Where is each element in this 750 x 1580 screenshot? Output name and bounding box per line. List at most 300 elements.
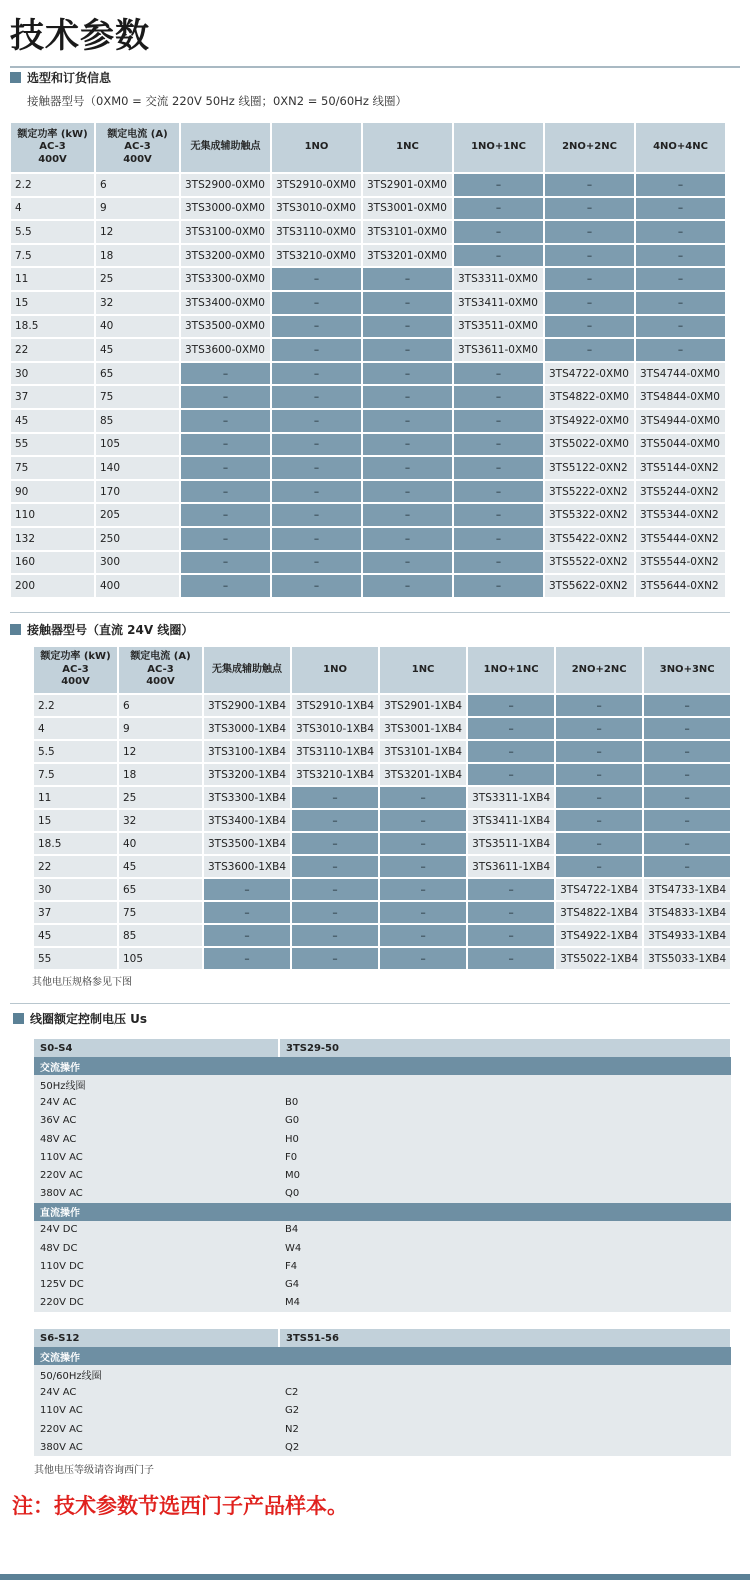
voltage-label: S0-S4 — [34, 1039, 279, 1057]
order-number-cell: – — [380, 787, 466, 808]
table-row — [11, 575, 725, 597]
order-number-cell: 3TS4833-1XB4 — [644, 902, 730, 923]
voltage-label: 48V DC — [34, 1239, 279, 1257]
table-row — [11, 198, 725, 220]
rating-cell: 6 — [96, 174, 179, 196]
order-number-cell: – — [181, 528, 270, 550]
column-header: 2NO+2NC — [556, 647, 642, 693]
voltage-row — [34, 1130, 731, 1148]
column-header: 2NO+2NC — [545, 123, 634, 172]
rating-cell: 45 — [119, 856, 202, 877]
order-number-cell: – — [468, 879, 554, 900]
rating-cell: 65 — [119, 879, 202, 900]
voltage-row — [34, 1275, 731, 1293]
table-row — [11, 316, 725, 338]
voltage-code: C2 — [279, 1384, 731, 1402]
order-number-cell: – — [545, 268, 634, 290]
voltage-row — [34, 1257, 731, 1275]
voltage-label: 110V AC — [34, 1148, 279, 1166]
rating-cell: 12 — [96, 221, 179, 243]
voltage-row — [34, 1148, 731, 1166]
column-header: 额定功率 (kW) AC-3 400V — [34, 647, 117, 693]
order-number-cell: 3TS5644-0XN2 — [636, 575, 725, 597]
column-header: 1NC — [380, 647, 466, 693]
voltage-row — [34, 1112, 731, 1130]
order-number-cell: 3TS3201-1XB4 — [380, 764, 466, 785]
voltage-code: H0 — [279, 1130, 731, 1148]
voltage-label: 110V AC — [34, 1402, 279, 1420]
voltage-row — [34, 1402, 731, 1420]
order-number-cell: 3TS5044-0XM0 — [636, 434, 725, 456]
order-number-cell: 3TS3600-1XB4 — [204, 856, 290, 877]
order-number-cell: 3TS3100-1XB4 — [204, 741, 290, 762]
order-number-cell: 3TS3511-1XB4 — [468, 833, 554, 854]
order-number-cell: – — [204, 879, 290, 900]
order-number-cell: – — [636, 316, 725, 338]
voltage-code — [279, 1075, 731, 1093]
order-number-cell: 3TS3611-1XB4 — [468, 856, 554, 877]
voltage-code — [279, 1057, 731, 1075]
voltage-label: 交流操作 — [34, 1347, 279, 1365]
order-number-cell: – — [292, 879, 378, 900]
rating-cell: 200 — [11, 575, 94, 597]
order-number-cell: – — [636, 174, 725, 196]
rating-cell: 90 — [11, 481, 94, 503]
order-number-cell: 3TS2900-0XM0 — [181, 174, 270, 196]
rating-cell: 18.5 — [11, 316, 94, 338]
table-row — [11, 221, 725, 243]
rating-cell: 6 — [119, 695, 202, 716]
voltage-label: 110V DC — [34, 1257, 279, 1275]
order-number-cell: – — [545, 174, 634, 196]
order-number-cell: 3TS2900-1XB4 — [204, 695, 290, 716]
voltage-row — [34, 1239, 731, 1257]
order-number-cell: 3TS5444-0XN2 — [636, 528, 725, 550]
order-number-cell: – — [556, 833, 642, 854]
voltage-label: 380V AC — [34, 1438, 279, 1456]
column-header: 3NO+3NC — [644, 647, 730, 693]
order-number-cell: – — [292, 833, 378, 854]
table-row — [34, 741, 730, 762]
voltage-header-row — [34, 1329, 731, 1347]
rating-cell: 250 — [96, 528, 179, 550]
order-number-cell: 3TS3010-0XM0 — [272, 198, 361, 220]
table-row — [11, 292, 725, 314]
rating-cell: 12 — [119, 741, 202, 762]
order-number-cell: – — [468, 695, 554, 716]
rating-cell: 40 — [96, 316, 179, 338]
order-number-cell: – — [454, 457, 543, 479]
column-header: 1NO — [272, 123, 361, 172]
voltage-label: 36V AC — [34, 1112, 279, 1130]
order-number-cell: – — [292, 856, 378, 877]
page-title: 技术参数 — [10, 16, 150, 56]
table-row — [34, 879, 730, 900]
rating-cell: 160 — [11, 552, 94, 574]
section-heading-text: 线圈额定控制电压 Us — [30, 1012, 148, 1026]
order-number-cell: – — [272, 363, 361, 385]
rating-cell: 37 — [11, 386, 94, 408]
order-number-cell: – — [272, 552, 361, 574]
rating-cell: 4 — [34, 718, 117, 739]
section-marker-icon — [13, 1013, 24, 1024]
order-number-cell: 3TS3100-0XM0 — [181, 221, 270, 243]
order-number-cell: 3TS5322-0XN2 — [545, 504, 634, 526]
order-number-cell: – — [181, 410, 270, 432]
table-row — [34, 925, 730, 946]
order-number-cell: 3TS5222-0XN2 — [545, 481, 634, 503]
order-number-cell: 3TS5544-0XN2 — [636, 552, 725, 574]
order-number-cell: 3TS5522-0XN2 — [545, 552, 634, 574]
voltage-code: G2 — [279, 1402, 731, 1420]
voltage-group-row — [34, 1057, 731, 1075]
rating-cell: 30 — [11, 363, 94, 385]
order-number-cell: 3TS4844-0XM0 — [636, 386, 725, 408]
order-number-cell: – — [454, 481, 543, 503]
rating-cell: 140 — [96, 457, 179, 479]
rating-cell: 65 — [96, 363, 179, 385]
table-row — [34, 902, 730, 923]
rating-cell: 40 — [119, 833, 202, 854]
table-row — [11, 528, 725, 550]
rating-cell: 9 — [96, 198, 179, 220]
order-number-cell: 3TS3300-0XM0 — [181, 268, 270, 290]
order-number-cell: 3TS3311-1XB4 — [468, 787, 554, 808]
section-heading-text: 选型和订货信息 — [27, 71, 112, 85]
order-number-cell: – — [644, 741, 730, 762]
voltage-code: F4 — [279, 1257, 731, 1275]
table-row — [11, 410, 725, 432]
order-number-cell: 3TS4822-1XB4 — [556, 902, 642, 923]
voltage-code: M4 — [279, 1294, 731, 1312]
rating-cell: 5.5 — [34, 741, 117, 762]
rating-cell: 105 — [96, 434, 179, 456]
rating-cell: 300 — [96, 552, 179, 574]
table-row — [34, 764, 730, 785]
rating-cell: 2.2 — [11, 174, 94, 196]
column-header: 无集成辅助触点 — [204, 647, 290, 693]
order-number-cell: – — [454, 174, 543, 196]
rating-cell: 7.5 — [11, 245, 94, 267]
rating-cell: 55 — [34, 948, 117, 969]
order-number-cell: 3TS3010-1XB4 — [292, 718, 378, 739]
order-number-cell: – — [292, 787, 378, 808]
rating-cell: 25 — [96, 268, 179, 290]
voltage-label: 50Hz线圈 — [34, 1075, 279, 1093]
order-number-cell: – — [380, 856, 466, 877]
rating-cell: 37 — [34, 902, 117, 923]
order-number-cell: 3TS3500-0XM0 — [181, 316, 270, 338]
voltage-code — [279, 1203, 731, 1221]
order-number-cell: 3TS2910-0XM0 — [272, 174, 361, 196]
order-number-cell: – — [363, 504, 452, 526]
order-number-cell: – — [454, 386, 543, 408]
order-number-cell: – — [363, 434, 452, 456]
column-header: 1NO+1NC — [468, 647, 554, 693]
order-number-cell: 3TS4722-0XM0 — [545, 363, 634, 385]
order-number-cell: – — [292, 948, 378, 969]
rating-cell: 5.5 — [11, 221, 94, 243]
order-number-cell: – — [204, 902, 290, 923]
order-number-cell: – — [363, 339, 452, 361]
order-number-cell: – — [292, 810, 378, 831]
voltage-row — [34, 1438, 731, 1456]
order-number-cell: – — [380, 948, 466, 969]
order-number-cell: – — [181, 457, 270, 479]
order-number-cell: – — [181, 481, 270, 503]
order-number-cell: 3TS5422-0XN2 — [545, 528, 634, 550]
voltage-header-row — [34, 1039, 731, 1057]
rating-cell: 25 — [119, 787, 202, 808]
voltage-code: Q2 — [279, 1438, 731, 1456]
order-number-cell: – — [454, 245, 543, 267]
order-number-cell: – — [556, 764, 642, 785]
order-number-cell: – — [636, 245, 725, 267]
order-number-cell: 3TS5344-0XN2 — [636, 504, 725, 526]
order-number-cell: 3TS5622-0XN2 — [545, 575, 634, 597]
order-number-cell: 3TS5022-0XM0 — [545, 434, 634, 456]
voltage-row — [34, 1384, 731, 1402]
order-number-cell: 3TS3311-0XM0 — [454, 268, 543, 290]
voltage-row — [34, 1075, 731, 1093]
order-number-cell: – — [545, 292, 634, 314]
order-number-cell: – — [363, 268, 452, 290]
table-row — [11, 434, 725, 456]
rating-cell: 85 — [96, 410, 179, 432]
order-number-cell: 3TS5144-0XN2 — [636, 457, 725, 479]
table-row — [11, 504, 725, 526]
rating-cell: 75 — [96, 386, 179, 408]
section-heading-ordering — [10, 69, 111, 86]
order-number-cell: – — [363, 386, 452, 408]
order-number-cell: 3TS2910-1XB4 — [292, 695, 378, 716]
order-number-cell: 3TS5122-0XN2 — [545, 457, 634, 479]
order-number-cell: – — [272, 481, 361, 503]
order-number-cell: 3TS3000-1XB4 — [204, 718, 290, 739]
table-row — [34, 856, 730, 877]
order-number-cell: 3TS4922-0XM0 — [545, 410, 634, 432]
rating-cell: 22 — [34, 856, 117, 877]
order-number-cell: – — [556, 718, 642, 739]
rating-cell: 30 — [34, 879, 117, 900]
order-number-cell: 3TS3201-0XM0 — [363, 245, 452, 267]
order-number-cell: – — [363, 552, 452, 574]
column-header: 1NC — [363, 123, 452, 172]
column-header: 额定电流 (A) AC-3 400V — [96, 123, 179, 172]
voltage-label: 125V DC — [34, 1275, 279, 1293]
rating-cell: 32 — [119, 810, 202, 831]
coil-voltage-table-s0-s4 — [34, 1039, 732, 1312]
voltage-code: F0 — [279, 1148, 731, 1166]
column-header: 4NO+4NC — [636, 123, 725, 172]
order-number-cell: 3TS3210-0XM0 — [272, 245, 361, 267]
order-number-cell: 3TS3400-1XB4 — [204, 810, 290, 831]
order-number-cell: 3TS5244-0XN2 — [636, 481, 725, 503]
order-number-cell: – — [204, 925, 290, 946]
rating-cell: 18.5 — [34, 833, 117, 854]
section-marker-icon — [10, 72, 21, 83]
voltage-code: B0 — [279, 1094, 731, 1112]
order-number-cell: – — [272, 339, 361, 361]
voltage-label: 直流操作 — [34, 1203, 279, 1221]
voltage-label: 220V AC — [34, 1420, 279, 1438]
order-number-cell: 3TS3001-0XM0 — [363, 198, 452, 220]
column-header: 额定功率 (kW) AC-3 400V — [11, 123, 94, 172]
voltage-code — [279, 1347, 731, 1365]
rating-cell: 85 — [119, 925, 202, 946]
voltage-row — [34, 1365, 731, 1383]
order-number-cell: 3TS5022-1XB4 — [556, 948, 642, 969]
voltage-code: G4 — [279, 1275, 731, 1293]
voltage-code: W4 — [279, 1239, 731, 1257]
rating-cell: 400 — [96, 575, 179, 597]
rating-cell: 45 — [11, 410, 94, 432]
order-number-cell: – — [556, 810, 642, 831]
order-number-cell: – — [272, 575, 361, 597]
order-number-cell: 3TS3411-0XM0 — [454, 292, 543, 314]
rating-cell: 15 — [34, 810, 117, 831]
rating-cell: 15 — [11, 292, 94, 314]
voltage-code: N2 — [279, 1420, 731, 1438]
table-row — [34, 833, 730, 854]
section-marker-icon — [10, 624, 21, 635]
order-number-cell: – — [380, 810, 466, 831]
table-row — [11, 174, 725, 196]
order-number-cell: – — [181, 575, 270, 597]
order-number-cell: – — [272, 316, 361, 338]
order-number-cell: – — [292, 925, 378, 946]
order-number-cell: – — [363, 528, 452, 550]
rating-cell: 105 — [119, 948, 202, 969]
voltage-code: B4 — [279, 1221, 731, 1239]
order-number-cell: – — [363, 316, 452, 338]
order-number-cell: – — [644, 695, 730, 716]
order-number-cell: – — [272, 386, 361, 408]
order-number-cell: 3TS3200-1XB4 — [204, 764, 290, 785]
section-heading-text: 接触器型号（直流 24V 线圈） — [27, 623, 194, 637]
rating-cell: 18 — [96, 245, 179, 267]
column-header: 无集成辅助触点 — [181, 123, 270, 172]
order-number-cell: – — [636, 292, 725, 314]
voltage-group-row — [34, 1347, 731, 1365]
voltage-label: 24V AC — [34, 1384, 279, 1402]
order-number-cell: 3TS3101-0XM0 — [363, 221, 452, 243]
order-number-cell: – — [545, 245, 634, 267]
order-number-cell: – — [468, 925, 554, 946]
order-number-cell: – — [644, 718, 730, 739]
voltage-row — [34, 1294, 731, 1312]
column-header: 1NO — [292, 647, 378, 693]
rating-cell: 45 — [96, 339, 179, 361]
order-number-cell: – — [454, 575, 543, 597]
order-number-cell: 3TS3110-1XB4 — [292, 741, 378, 762]
table-row — [34, 948, 730, 969]
voltage-label: 24V AC — [34, 1094, 279, 1112]
order-number-cell: 3TS4733-1XB4 — [644, 879, 730, 900]
order-number-cell: – — [556, 741, 642, 762]
rating-cell: 170 — [96, 481, 179, 503]
order-number-cell: – — [363, 481, 452, 503]
order-number-cell: 3TS4722-1XB4 — [556, 879, 642, 900]
voltage-row — [34, 1185, 731, 1203]
order-number-cell: – — [545, 221, 634, 243]
order-number-cell: – — [468, 764, 554, 785]
table-row — [34, 718, 730, 739]
order-number-cell: 3TS3400-0XM0 — [181, 292, 270, 314]
order-number-cell: 3TS3001-1XB4 — [380, 718, 466, 739]
order-number-cell: – — [636, 268, 725, 290]
order-number-cell: – — [380, 925, 466, 946]
dc-contactor-table — [32, 645, 732, 971]
order-number-cell: 3TS3611-0XM0 — [454, 339, 543, 361]
order-number-cell: – — [363, 363, 452, 385]
order-number-cell: – — [556, 856, 642, 877]
order-number-cell: 3TS3300-1XB4 — [204, 787, 290, 808]
order-number-cell: – — [181, 552, 270, 574]
order-number-cell: 3TS3500-1XB4 — [204, 833, 290, 854]
rating-cell: 32 — [96, 292, 179, 314]
voltage-row — [34, 1420, 731, 1438]
order-number-cell: – — [644, 787, 730, 808]
voltage-row — [34, 1094, 731, 1112]
table-row — [11, 386, 725, 408]
voltage-code: M0 — [279, 1166, 731, 1184]
order-number-cell: – — [468, 948, 554, 969]
order-number-cell: – — [272, 434, 361, 456]
ac-contactor-table — [9, 121, 727, 599]
order-number-cell: – — [468, 718, 554, 739]
order-number-cell: – — [454, 198, 543, 220]
table-row — [34, 695, 730, 716]
other-voltage-note: 其他电压规格参见下图 — [32, 977, 132, 988]
order-number-cell: 3TS3210-1XB4 — [292, 764, 378, 785]
voltage-code: 3TS29-50 — [279, 1039, 731, 1057]
other-voltage-consult-note: 其他电压等级请咨询西门子 — [34, 1465, 154, 1476]
table-row — [11, 363, 725, 385]
rating-cell: 7.5 — [34, 764, 117, 785]
table-row — [11, 339, 725, 361]
order-number-cell: – — [272, 457, 361, 479]
rating-cell: 9 — [119, 718, 202, 739]
order-number-cell: – — [181, 504, 270, 526]
voltage-label: 220V DC — [34, 1294, 279, 1312]
order-number-cell: – — [636, 339, 725, 361]
order-number-cell: 3TS3000-0XM0 — [181, 198, 270, 220]
order-number-cell: 3TS3110-0XM0 — [272, 221, 361, 243]
rating-cell: 22 — [11, 339, 94, 361]
order-number-cell: – — [380, 879, 466, 900]
table-row — [11, 481, 725, 503]
voltage-label: 50/60Hz线圈 — [34, 1365, 279, 1383]
voltage-code: 3TS51-56 — [279, 1329, 731, 1347]
voltage-label: S6-S12 — [34, 1329, 279, 1347]
rating-cell: 2.2 — [34, 695, 117, 716]
rating-cell: 205 — [96, 504, 179, 526]
order-number-cell: – — [636, 221, 725, 243]
footer-note: 注：技术参数节选西门子产品样本。 — [12, 1494, 348, 1518]
rating-cell: 55 — [11, 434, 94, 456]
voltage-label: 48V AC — [34, 1130, 279, 1148]
order-number-cell: 3TS4944-0XM0 — [636, 410, 725, 432]
column-header: 1NO+1NC — [454, 123, 543, 172]
section-heading-coil-voltage — [13, 1010, 147, 1027]
order-number-cell: 3TS4922-1XB4 — [556, 925, 642, 946]
order-number-cell: – — [454, 504, 543, 526]
contactor-type-note: 接触器型号（0XM0 = 交流 220V 50Hz 线圈；0XN2 = 50/60Hz 线圈） — [27, 94, 408, 108]
table-row — [34, 810, 730, 831]
order-number-cell: 3TS4822-0XM0 — [545, 386, 634, 408]
order-number-cell: – — [181, 434, 270, 456]
